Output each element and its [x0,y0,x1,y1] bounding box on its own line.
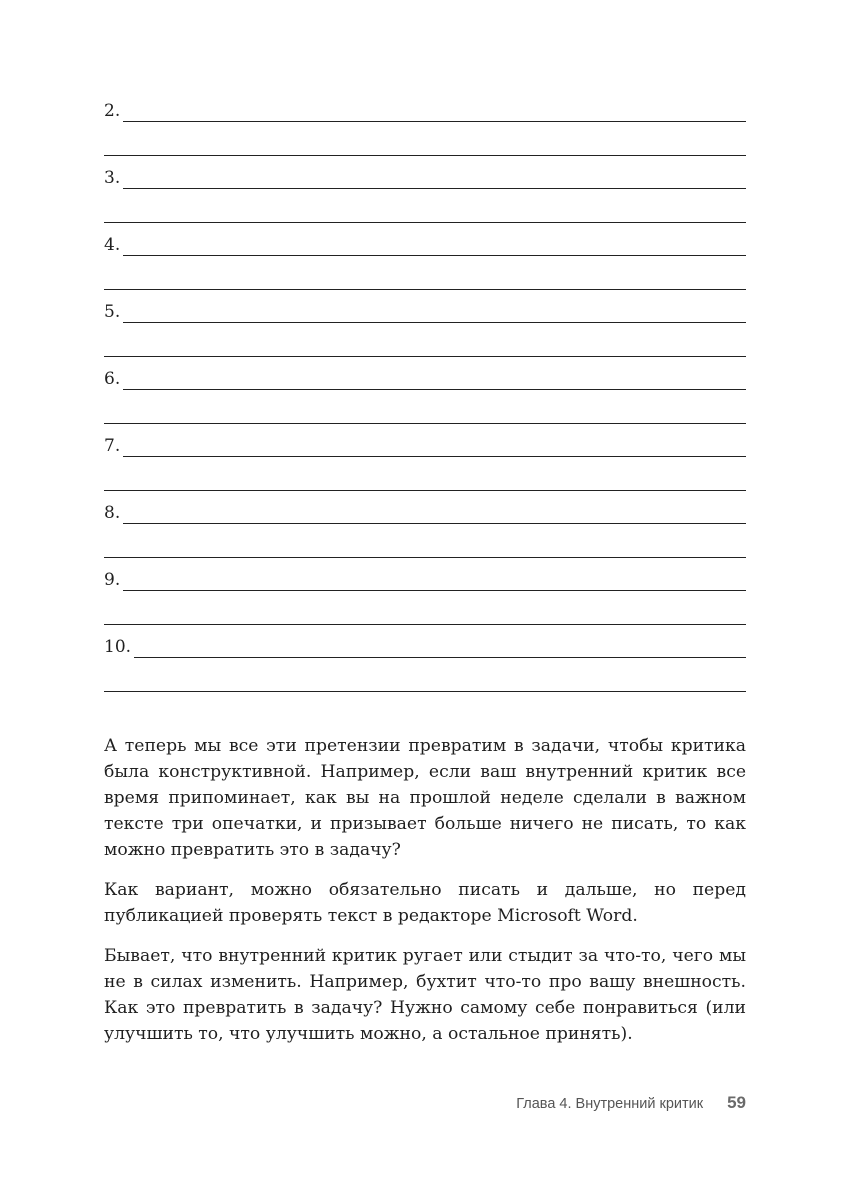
answer-line-continuation [104,423,746,424]
answer-line-continuation [104,155,746,156]
answer-line [123,255,746,256]
worksheet-item [104,295,746,362]
item-number: 6. [104,369,121,389]
item-number: 10. [104,637,132,657]
running-chapter-title: Глава 4. Внутренний критик [516,1096,704,1112]
worksheet-item [104,94,746,161]
answer-line [123,188,746,189]
item-number: 3. [104,168,121,188]
answer-line-continuation [104,691,746,692]
answer-line-continuation [104,557,746,558]
item-number: 4. [104,235,121,255]
page-footer [104,1093,746,1113]
answer-line [123,322,746,323]
item-number: 9. [104,570,121,590]
worksheet-item [104,429,746,496]
worksheet-item [104,563,746,630]
worksheet-lines [104,94,746,697]
answer-line-continuation [104,490,746,491]
answer-line [123,523,746,524]
answer-line [134,657,746,658]
answer-line-continuation [104,289,746,290]
body-text [104,733,746,1061]
paragraph: А теперь мы все эти претензии превратим в задачи, чтобы критика была конструктивной. Например, если ваш внутренний критик все время припоминает, как вы на прошлой неделе сделали в важном тексте три опечатки, и призывает больше ничего не писать, то как можно превратить это в задачу? [104,736,746,860]
answer-line [123,389,746,390]
answer-line-continuation [104,222,746,223]
paragraph: Как вариант, можно обязательно писать и дальше, но перед публикацией проверять текст в редакторе Microsoft Word. [104,880,746,926]
answer-line [123,590,746,591]
answer-line-continuation [104,356,746,357]
worksheet-item [104,496,746,563]
paragraph: Бывает, что внутренний критик ругает или стыдит за что-то, чего мы не в силах изменить. Например, бухтит что-то про вашу внешность. Как это превратить в задачу? Нужно самому себе понравиться (или улучшить то, что улучшить можно, а остальное принять). [104,946,746,1044]
page-number: 59 [727,1093,746,1112]
item-number: 8. [104,503,121,523]
worksheet-item [104,228,746,295]
worksheet-item [104,630,746,697]
item-number: 7. [104,436,121,456]
worksheet-item [104,362,746,429]
answer-line-continuation [104,624,746,625]
item-number: 5. [104,302,121,322]
item-number: 2. [104,101,121,121]
answer-line [123,121,746,122]
worksheet-item [104,161,746,228]
answer-line [123,456,746,457]
